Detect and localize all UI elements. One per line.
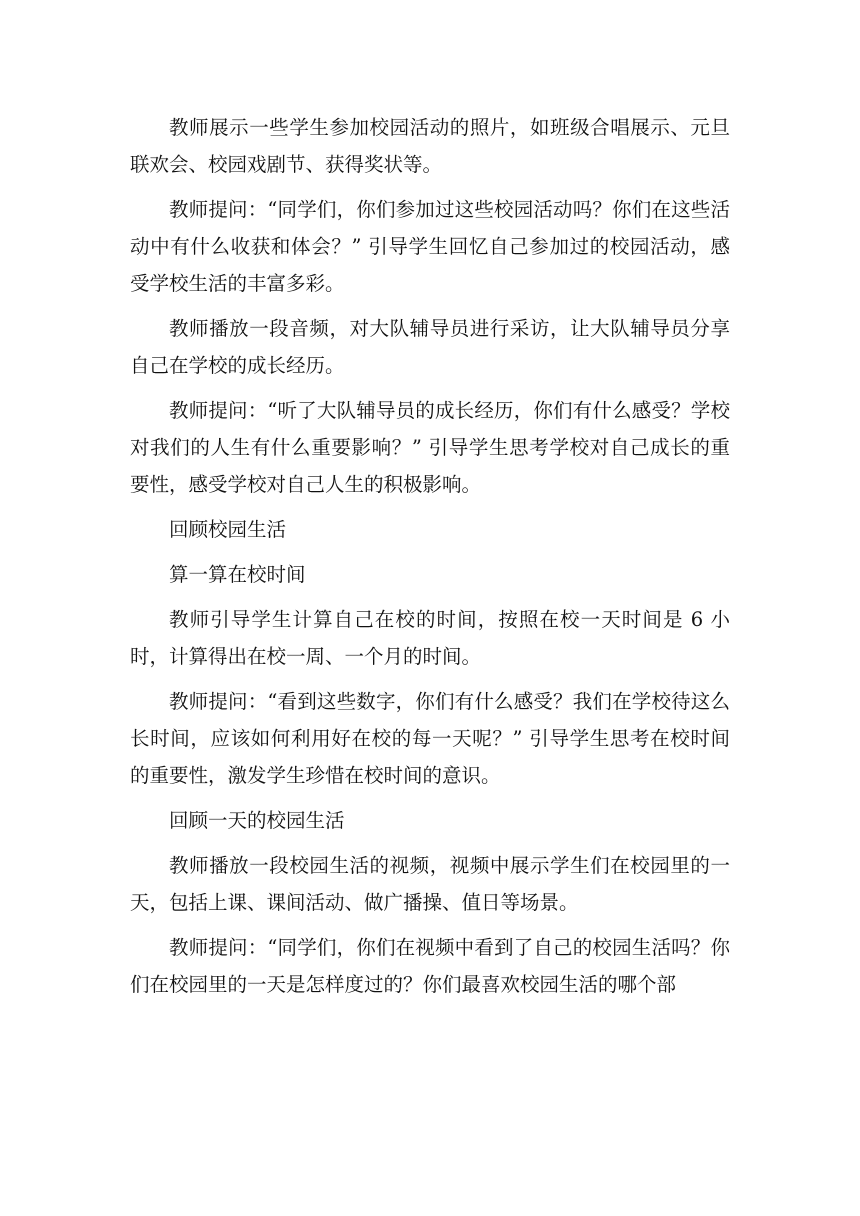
paragraph-school-video: 教师播放一段校园生活的视频，视频中展示学生们在校园里的一天，包括上课、课间活动、做广播操、值日等场景。 <box>130 854 730 914</box>
paragraph-audio-interview: 教师播放一段音频，对大队辅导员进行采访，让大队辅导员分享自己在学校的成长经历。 <box>130 317 730 377</box>
paragraph-growth-question: 教师提问：“听了大队辅导员的成长经历，你们有什么感受？学校对我们的人生有什么重要影响？” 引导学生思考学校对自己成长的重要性，感受学校对自己人生的积极影响。 <box>130 399 730 496</box>
paragraph-activity-photos: 教师展示一些学生参加校园活动的照片，如班级合唱展示、元旦联欢会、校园戏剧节、获得奖状等。 <box>130 116 730 176</box>
paragraph-time-question: 教师提问：“看到这些数字，你们有什么感受？我们在学校待这么长时间，应该如何利用好在校的每一天呢？” 引导学生思考在校时间的重要性，激发学生珍惜在校时间的意识。 <box>130 690 730 787</box>
paragraph-video-question: 教师提问：“同学们，你们在视频中看到了自己的校园生活吗？你们在校园里的一天是怎样度过的？你们最喜欢校园生活的哪个部 <box>130 936 730 996</box>
subsection-heading-school-time: 算一算在校时间 <box>169 563 306 586</box>
paragraph-activities-question: 教师提问：“同学们，你们参加过这些校园活动吗？你们在这些活动中有什么收获和体会？” 引导学生回忆自己参加过的校园活动，感受学校生活的丰富多彩。 <box>130 198 730 295</box>
section-heading-review-school-life: 回顾校园生活 <box>169 518 287 541</box>
paragraph-calculate-time: 教师引导学生计算自己在校的时间，按照在校一天时间是 6 小时，计算得出在校一周、一个月的时间。 <box>130 608 730 668</box>
subsection-heading-one-day: 回顾一天的校园生活 <box>169 809 345 832</box>
document-body <box>130 109 730 1011</box>
